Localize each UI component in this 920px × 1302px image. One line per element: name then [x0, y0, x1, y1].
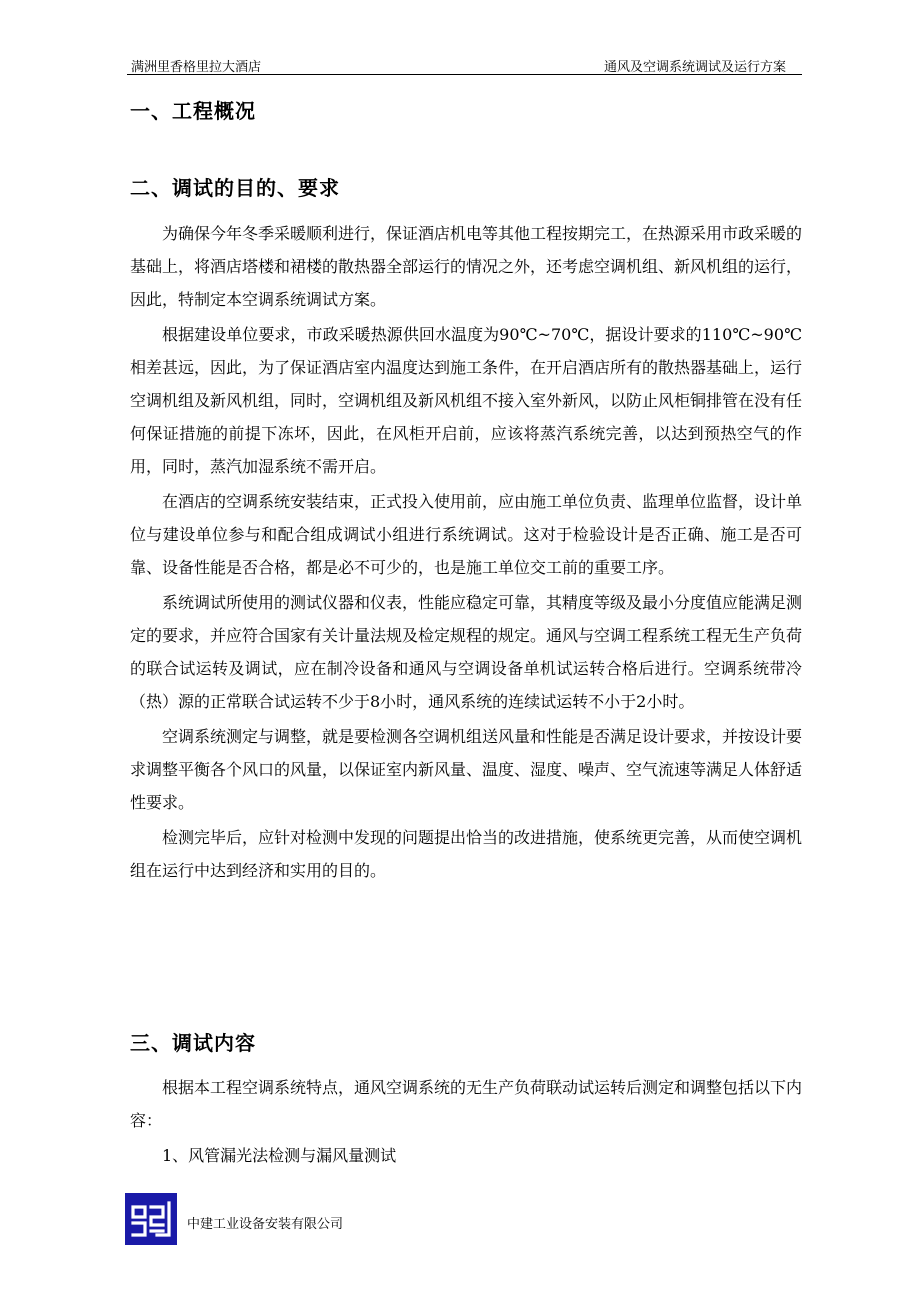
section2-body	[130, 217, 802, 889]
section3-heading: 三、调试内容	[130, 1031, 256, 1055]
footer-company-name: 中建工业设备安装有限公司	[187, 1217, 344, 1232]
header-document-title: 通风及空调系统调试及运行方案	[603, 60, 786, 75]
section2-paragraph: 空调系统测定与调整，就是要检测各空调机组送风量和性能是否满足设计要求，并按设计要求调整平衡各个风口的风量，以保证室内新风量、温度、湿度、噪声、空气流速等满足人体舒适性要求。	[130, 727, 803, 812]
section2-paragraph: 系统调试所使用的测试仪器和仪表，性能应稳定可靠，其精度等级及最小分度值应能满足测定的要求，并应符合国家有关计量法规及检定规程的规定。通风与空调工程系统工程无生产负荷的联合试运转及调试，应在制冷设备和通风与空调设备单机试运转合格后进行。空调系统带冷（热）源的正常联合试运转不少于8小时，通风系统的连续试运转不小于2小时。	[130, 593, 803, 711]
page-footer	[125, 1193, 525, 1245]
section2-paragraph: 为确保今年冬季采暖顺利进行，保证酒店机电等其他工程按期完工，在热源采用市政采暖的基础上，将酒店塔楼和裙楼的散热器全部运行的情况之外，还考虑空调机组、新风机组的运行，因此，特制定本空调系统调试方案。	[130, 224, 803, 309]
company-logo	[125, 1193, 177, 1245]
section3-body	[130, 1071, 802, 1172]
section2-heading: 二、调试的目的、要求	[130, 176, 340, 200]
section1-heading: 一、工程概况	[130, 99, 256, 123]
section2-paragraph: 根据建设单位要求，市政采暖热源供回水温度为90℃~70℃，据设计要求的110℃~90℃相差甚远，因此，为了保证酒店室内温度达到施工条件，在开启酒店所有的散热器基础上，运行空调机组及新风机组，同时，空调机组及新风机组不接入室外新风，以防止风柜铜排管在没有任何保证措施的前提下冻坏，因此，在风柜开启前，应该将蒸汽系统完善，以达到预热空气的作用，同时，蒸汽加湿系统不需开启。	[130, 325, 803, 476]
section3-paragraph: 根据本工程空调系统特点，通风空调系统的无生产负荷联动试运转后测定和调整包括以下内容：	[130, 1078, 803, 1130]
section2-paragraph: 检测完毕后，应针对检测中发现的问题提出恰当的改进措施，使系统更完善，从而使空调机组在运行中达到经济和实用的目的。	[130, 828, 803, 880]
page-header	[127, 52, 802, 75]
section3-list-item: 1、风管漏光法检测与漏风量测试	[162, 1146, 397, 1165]
header-project-name: 满洲里香格里拉大酒店	[131, 60, 262, 75]
section2-paragraph: 在酒店的空调系统安装结束，正式投入使用前，应由施工单位负责、监理单位监督，设计单位与建设单位参与和配合组成调试小组进行系统调试。这对于检验设计是否正确、施工是否可靠、设备性能是否合格，都是必不可少的，也是施工单位交工前的重要工序。	[130, 492, 803, 577]
